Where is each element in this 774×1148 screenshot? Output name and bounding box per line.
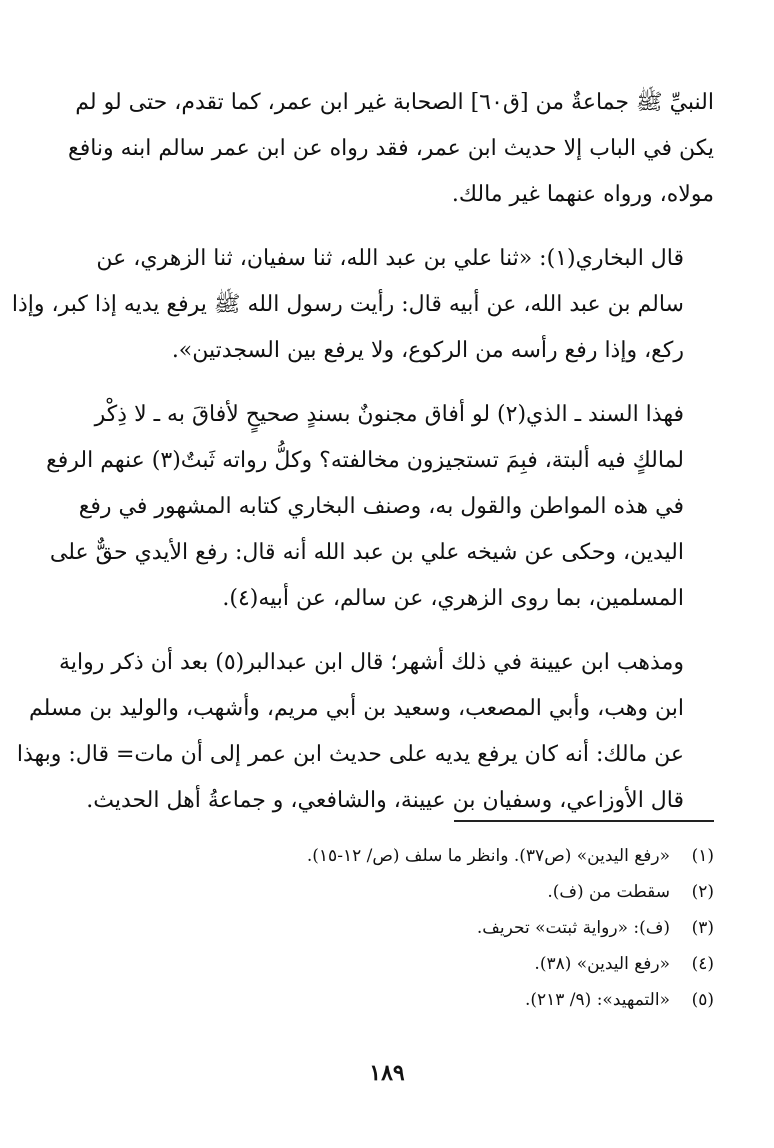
footnote-number: (٢) (691, 882, 714, 902)
text-line: لمالكٍ فيه ألبتة، فبِمَ تستجيزون مخالفته؟ وكلُّ رواته ثَبتٌ(٣) عنهم الرفع (46, 448, 684, 473)
footnote-number: (٥) (691, 990, 714, 1010)
paragraph-4 (16, 640, 714, 824)
text-line: فهذا السند ـ الذي(٢) لو أفاق مجنونٌ بسندٍ صحيحٍ لأفاقَ به ـ لا ذِكْر (94, 402, 684, 427)
footnote-divider (454, 820, 714, 822)
footnote-number: (١) (691, 846, 714, 866)
footnote-text: (ف): «رواية ثبتت» تحريف. (476, 918, 670, 938)
footnote-item (60, 874, 714, 910)
text-line: مولاه، ورواه عنهما غير مالك. (451, 182, 714, 207)
footnote-item (60, 982, 714, 1018)
footnote-number: (٤) (691, 954, 714, 974)
paragraph-1 (60, 80, 714, 218)
footnotes (60, 838, 714, 1018)
text-line: ركع، وإذا رفع رأسه من الركوع، ولا يرفع بين السجدتين». (171, 338, 684, 363)
text-line: يكن في الباب إلا حديث ابن عمر، فقد رواه عن ابن عمر سالم ابنه ونافع (68, 136, 714, 161)
text-line: المسلمين، بما روى الزهري، عن سالم، عن أبيه(٤). (222, 586, 684, 611)
text-line: ومذهب ابن عيينة في ذلك أشهر؛ قال ابن عبدالبر(٥) بعد أن ذكر رواية (59, 650, 684, 675)
text-line: قال الأوزاعي، وسفيان بن عيينة، والشافعي، و جماعةُ أهل الحديث. (86, 788, 684, 813)
text-line: قال البخاري(١): «ثنا علي بن عبد الله، ثنا سفيان، ثنا الزهري، عن (96, 246, 684, 271)
paragraph-3 (46, 392, 714, 622)
text-line: اليدين، وحكى عن شيخه علي بن عبد الله أنه قال: رفع الأيدي حقٌّ على (49, 540, 684, 565)
footnote-item (60, 838, 714, 874)
text-line: في هذه المواطن والقول به، وصنف البخاري كتابه المشهور في رفع (78, 494, 684, 519)
page-number: ١٨٩ (369, 1060, 405, 1086)
text-line: النبيِّ ﷺ جماعةٌ من [ق٦٠] الصحابة غير ابن عمر، كما تقدم، حتى لو لم (75, 90, 714, 115)
paragraph-2 (11, 236, 714, 374)
text-line: عن مالك: أنه كان يرفع يديه على حديث ابن عمر إلى أن مات= قال: وبهذا (16, 742, 684, 767)
footnote-text: «التمهيد»: (٩/ ٢١٣). (524, 990, 670, 1010)
footnote-number: (٣) (691, 918, 714, 938)
text-line: ابن وهب، وأبي المصعب، وسعيد بن أبي مريم، وأشهب، والوليد بن مسلم (29, 696, 684, 721)
footnote-text: «رفع اليدين» (٣٨). (534, 954, 670, 974)
footnote-text: «رفع اليدين» (ص٣٧). وانظر ما سلف (ص/ ١٢-١٥). (306, 846, 670, 866)
footnote-item (60, 910, 714, 946)
footnote-item (60, 946, 714, 982)
text-line: سالم بن عبد الله، عن أبيه قال: رأيت رسول الله ﷺ يرفع يديه إذا كبر، وإذا (11, 292, 684, 317)
footnote-text: سقطت من (ف). (547, 882, 670, 902)
